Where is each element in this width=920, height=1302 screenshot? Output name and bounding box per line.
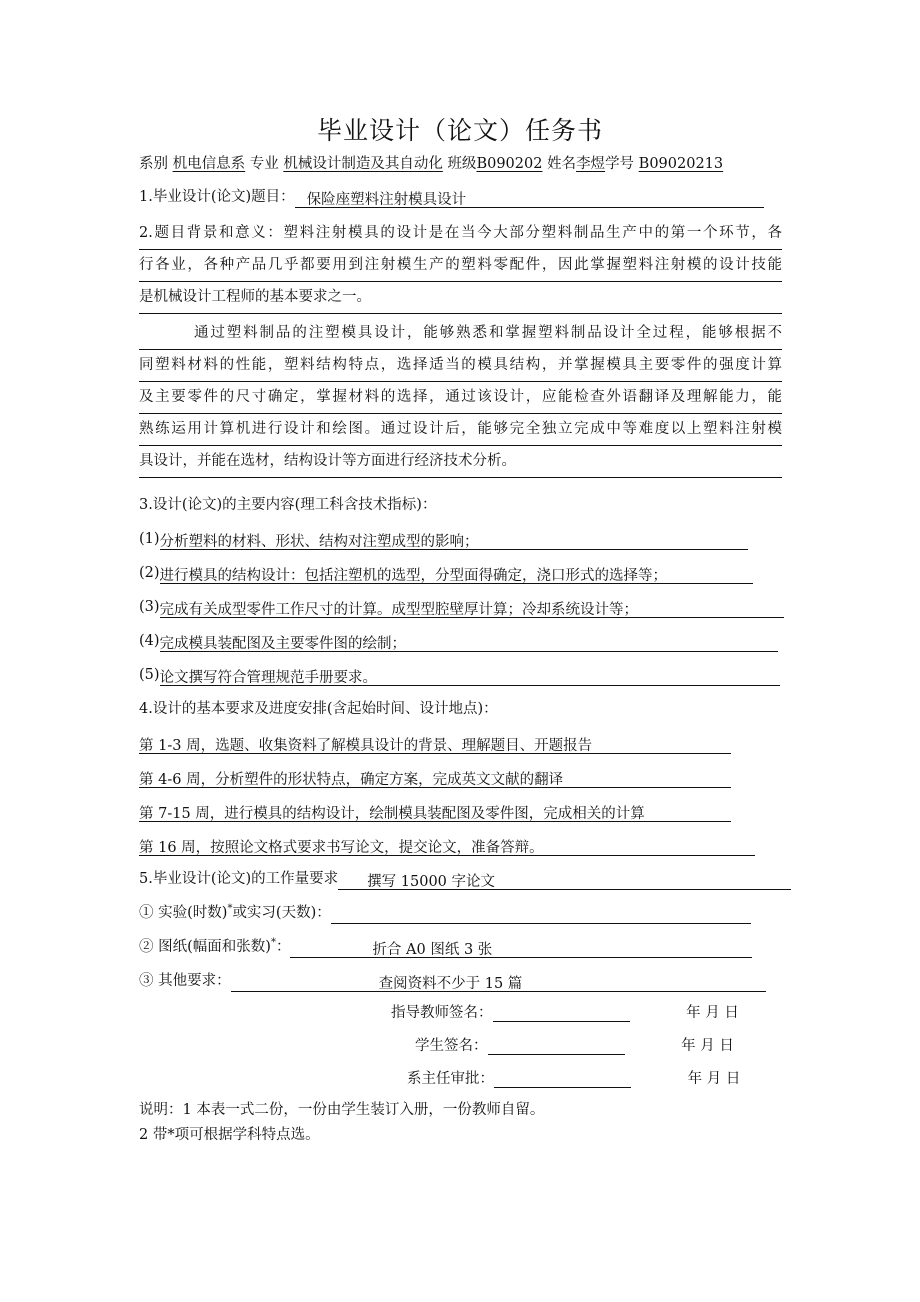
item-number: (1) [139,531,160,547]
workload-field [338,871,791,890]
student-signature-field[interactable] [488,1036,625,1055]
other-value: 查阅资料不少于 15 篇 [378,976,523,992]
topic-line [139,186,780,208]
schedule-text: 第 16 周，按照论文格式要求书写论文，提交论文，准备答辩。 [139,840,544,856]
drawing-label: ② 图纸(幅面和张数) [139,939,271,955]
content-item-2 [139,562,780,584]
content-item-4 [139,630,780,652]
experiment-label: ① 实验(时数) [139,905,228,921]
background-line [139,218,782,250]
item-field [160,633,778,652]
schedule-text: 第 4-6 周，分析塑件的形状特点，确定方案，完成英文文献的翻译 [139,772,564,788]
schedule-item [139,834,780,856]
other-line [139,970,780,992]
teacher-label: 指导教师签名： [391,1005,493,1021]
item-text: 完成模具装配图及主要零件图的绘制； [159,636,407,652]
schedule-item [139,732,780,754]
director-signature-field[interactable] [494,1069,631,1088]
drawing-value: 折合 A0 图纸 3 张 [372,942,493,958]
name-label: 姓名 [547,156,577,172]
background-line: 同塑料材料的性能，塑料结构特点，选择适当的模具结构，并掌握模具主要零件的强度计算 [139,350,782,382]
schedule-item [139,766,780,788]
schedule-text: 第 7-15 周，进行模具的结构设计，绘制模具装配图及零件图，完成相关的计算 [139,806,645,822]
schedule-item [139,800,780,822]
background-line: 是机械设计工程师的基本要求之一。 [139,282,782,314]
background-line: 具设计，并能在选材，结构设计等方面进行经济技术分析。 [139,446,782,478]
workload-label: 5.毕业设计(论文)的工作量要求 [139,871,339,887]
item-field [160,531,748,550]
teacher-signature-field[interactable] [493,1003,630,1022]
class-value: B090202 [476,156,543,172]
background-line: 行各业，各种产品几乎都要用到注射模生产的塑料零配件，因此掌握塑料注射模的设计技能 [139,250,782,282]
schedule-field [139,803,731,822]
class-label: 班级 [447,156,477,172]
schedule-field [139,769,731,788]
item-number: (5) [139,667,160,683]
item-number: (3) [139,599,160,615]
teacher-date: 年 月 日 [686,1005,739,1021]
director-date: 年 月 日 [687,1071,741,1087]
item-text: 论文撰写符合管理规范手册要求。 [159,670,378,686]
student-signature [415,1034,734,1055]
id-label: 学号 [605,156,635,172]
schedule-field [139,837,755,856]
name-value: 李煜 [576,156,606,172]
background-section-2 [139,318,782,478]
id-value: B09020213 [638,156,724,172]
schedule-field [139,735,731,754]
content-item-1 [139,528,780,550]
topic-value: 保险座塑料注射模具设计 [306,192,467,208]
schedule-text: 第 1-3 周，选题、收集资料了解模具设计的背景、理解题目、开题报告 [139,738,593,754]
content-item-5 [139,664,780,686]
item-field [160,565,753,584]
other-label: ③ 其他要求： [139,973,231,989]
teacher-signature [391,1001,739,1022]
topic-field [295,189,764,208]
background-line: 熟练运用计算机进行设计和绘图。通过设计后，能够完全独立完成中等难度以上塑料注射模 [139,414,782,446]
major-label: 专业 [249,156,279,172]
other-field [231,973,766,992]
drawing-field [290,939,752,958]
student-date: 年 月 日 [681,1038,734,1054]
item-field [160,599,784,618]
workload-value: 撰写 15000 字论文 [367,874,496,890]
student-label: 学生签名： [415,1038,488,1054]
optional-star: * [227,903,233,915]
dept-value: 机电信息系 [172,156,246,172]
background-label: 2.题目背景和意义： [139,225,284,241]
page-title: 毕业设计（论文）任务书 [316,116,603,145]
background-section [139,218,782,314]
director-label: 系主任审批： [407,1071,494,1087]
item-field [160,667,780,686]
item-text: 分析塑料的材料、形状、结构对注塑成型的影响； [159,534,479,550]
experiment-field [331,905,751,924]
background-text: 塑料注射模具的设计是在当今大部分塑料制品生产中的第一个环节，各 [283,225,782,241]
item-text: 进行模具的结构设计：包括注塑机的选型，分型面得确定，浇口形式的选择等； [159,568,668,584]
item-text: 完成有关成型零件工作尺寸的计算。成型型腔壁厚计算；冷却系统设计等； [159,602,639,618]
item-number: (2) [139,565,160,581]
optional-star: * [270,937,276,949]
experiment-label-2: 或实习(天数)： [232,905,331,921]
header-line [139,153,780,175]
major-value: 机械设计制造及其自动化 [283,156,443,172]
dept-label: 系别 [139,156,168,172]
background-line: 及主要零件的尺寸确定，掌握材料的选择，通过该设计，应能检查外语翻译及理解能力，能 [139,382,782,414]
director-signature [407,1067,740,1088]
item-number: (4) [139,633,160,649]
background-line: 通过塑料制品的注塑模具设计，能够熟悉和掌握塑料制品设计全过程，能够根据不 [139,318,782,350]
drawing-line [139,936,780,958]
note-2: 2 带*项可根据学科特点选。 [139,1127,320,1143]
content-label: 3.设计(论文)的主要内容(理工科含技术指标)： [139,497,437,513]
topic-label: 1.毕业设计(论文)题目： [139,189,295,205]
schedule-label: 4.设计的基本要求及进度安排(含起始时间、设计地点)： [139,701,498,717]
note-1: 说明：1 本表一式二份，一份由学生装订入册，一份教师自留。 [139,1102,545,1118]
drawing-colon: ： [275,939,291,955]
experiment-line [139,902,780,924]
content-item-3 [139,596,780,618]
workload-line [139,868,780,890]
